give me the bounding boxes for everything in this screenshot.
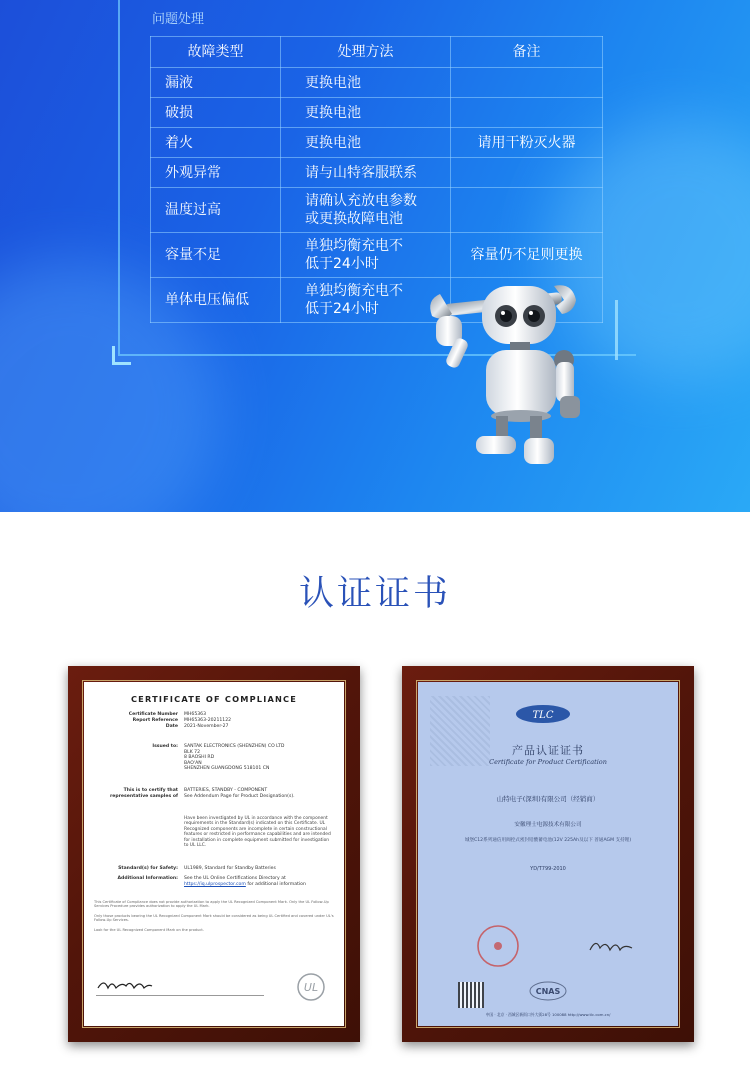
product-certificate-frame — [402, 666, 694, 1042]
issued-to-label: Issued to: — [152, 744, 178, 749]
method-line: 请与山特客服联系 — [305, 164, 417, 181]
table-row — [151, 233, 603, 278]
address-line: SANTAK ELECTRONICS (SHENZHEN) CO LTD — [184, 744, 285, 749]
note-cell — [451, 68, 603, 98]
panel-side-accent — [615, 300, 618, 360]
table-row — [151, 158, 603, 188]
table-row — [151, 98, 603, 128]
standards-value: UL1989, Standard for Standby Batteries — [184, 866, 276, 871]
robot-mascot-illustration — [424, 276, 594, 476]
panel-corner-accent — [112, 346, 131, 365]
table-row — [151, 68, 603, 98]
header-note: 备注 — [451, 37, 603, 68]
additional-info-value — [184, 876, 338, 887]
product-line: See Addendum Page for Product Designation(s). — [184, 793, 295, 799]
address-line: 8 BAOSHI RD — [184, 755, 215, 761]
table-row — [151, 188, 603, 233]
method-line: 单独均衡充电不 — [305, 283, 403, 299]
method-cell — [281, 233, 451, 278]
report-ref-value: MH65363-20211122 — [184, 718, 232, 723]
notice-text: Only those products bearing the UL Recognized Component Mark should be considered as being UL Certified and covered under UL's Follow-Up Services. — [94, 914, 334, 923]
address-line: SHENZHEN GUANGDONG 518101 CN — [184, 766, 270, 772]
fault-type-cell: 单体电压偏低 — [151, 278, 281, 323]
note-cell: 容量仍不足则更换 — [451, 233, 603, 278]
fault-type-cell: 着火 — [151, 128, 281, 158]
fault-type-cell: 破损 — [151, 98, 281, 128]
signature-image — [96, 978, 156, 992]
cn-maker: 安徽理士电源技术有限公司 — [514, 822, 582, 828]
cert-number-label: Certificate Number — [128, 712, 178, 717]
fault-type-cell: 外观异常 — [151, 158, 281, 188]
table-row — [151, 128, 603, 158]
note-cell — [451, 158, 603, 188]
fault-type-cell: 温度过高 — [151, 188, 281, 233]
report-ref-label: Report Reference — [132, 718, 178, 723]
header-method: 处理方法 — [281, 37, 451, 68]
method-line: 或更换故障电池 — [305, 211, 403, 227]
svg-text:UL: UL — [303, 981, 319, 994]
header-fault-type: 故障类型 — [151, 37, 281, 68]
fault-type-cell: 容量不足 — [151, 233, 281, 278]
fault-table-header — [151, 37, 603, 68]
cn-certificate-subtitle: Certificate for Product Certification — [489, 758, 607, 766]
method-cell — [281, 98, 451, 128]
product-line: BATTERIES, STANDBY - COMPONENT — [184, 788, 268, 793]
issued-to-value — [184, 744, 338, 772]
cn-footer: 中国 · 北京 · 西城区新街口外大街28号 100088 http://www.tlc.com.cn/ — [485, 1012, 611, 1017]
method-line: 低于24小时 — [305, 256, 379, 272]
method-line: 更换电池 — [305, 134, 361, 151]
method-line: 单独均衡充电不 — [305, 238, 403, 254]
cert-number-value: MH65363 — [184, 712, 207, 717]
cn-product-line: 城堡C12系列通信用阀控式密封铅酸蓄电池(12V 225Ah及以下 普通AGM 支持锂) — [464, 838, 632, 843]
date-value: 2021-November-27 — [184, 724, 229, 729]
fault-type-cell: 漏液 — [151, 68, 281, 98]
notice-text: Look for the UL Recognized Component Mark on the product. — [94, 928, 204, 932]
method-cell — [281, 128, 451, 158]
product-certificate — [418, 682, 678, 1026]
ul-certificate — [84, 682, 344, 1026]
note-cell — [451, 98, 603, 128]
cn-company: 山特电子(深圳)有限公司（经销商） — [496, 795, 600, 803]
ul-logo-icon — [296, 972, 326, 1002]
notice-text: This Certificate of Compliance does not provide authorization to apply the UL Recognized Component Mark. Only the UL Follow-Up Services Procedure provides authorization to apply the UL Mark. — [94, 900, 329, 909]
note-cell — [451, 188, 603, 233]
signature-line — [96, 995, 264, 996]
investigation-text: Have been investigated by UL in accordance with the component requirements in the Standard(s) indicated on this Certificate. UL Recognized components are incomplete in certain constructional features or restricted in performance capabilities and are intended for installation in complete equipment submitted for investigation to UL LLC. — [184, 816, 331, 849]
red-seal-icon — [476, 924, 520, 968]
address-line: BLK 72 — [184, 749, 201, 755]
note-cell: 请用干粉灭火器 — [451, 128, 603, 158]
method-cell — [281, 158, 451, 188]
ul-directory-link[interactable]: https://iq.ulprospector.com — [184, 881, 246, 887]
additional-info-row — [94, 876, 338, 888]
ul-certificate-frame — [68, 666, 360, 1042]
cn-certificate-title: 产品认证证书 — [512, 744, 584, 757]
tlc-logo-text: TLC — [532, 710, 554, 721]
method-line: 更换电池 — [305, 74, 361, 91]
certify-row — [94, 788, 338, 802]
tlc-logo-icon — [514, 704, 572, 724]
method-line: 请确认充放电参数 — [305, 193, 417, 209]
date-label: Date — [165, 724, 178, 729]
cnas-logo-text: CNAS — [535, 987, 561, 996]
certificates-title: 认证证书 — [298, 574, 451, 614]
method-cell — [281, 68, 451, 98]
problem-handling-section — [0, 0, 750, 512]
certify-value — [184, 788, 338, 799]
ul-certificate-title: CERTIFICATE OF COMPLIANCE — [130, 694, 298, 704]
additional-info-label: Additional Information: — [117, 876, 178, 881]
method-line: 低于24小时 — [305, 301, 379, 317]
method-line: 更换电池 — [305, 104, 361, 121]
method-cell — [281, 188, 451, 233]
certify-label: This is to certify that representative samples of — [109, 788, 178, 799]
cn-standard: YD/T799-2010 — [530, 866, 566, 872]
additional-info-suffix: for additional information — [247, 881, 306, 887]
address-line: BAO'AN — [184, 760, 202, 766]
qr-code-icon — [458, 982, 484, 1008]
standards-label: Standard(s) for Safety: — [118, 866, 178, 871]
issued-to-row — [94, 744, 338, 776]
section-label: 问题处理 — [152, 12, 205, 27]
cnas-logo-icon — [528, 980, 568, 1006]
signature-image — [588, 938, 634, 956]
additional-info-text: See the UL Online Certifications Directory at — [184, 876, 286, 881]
